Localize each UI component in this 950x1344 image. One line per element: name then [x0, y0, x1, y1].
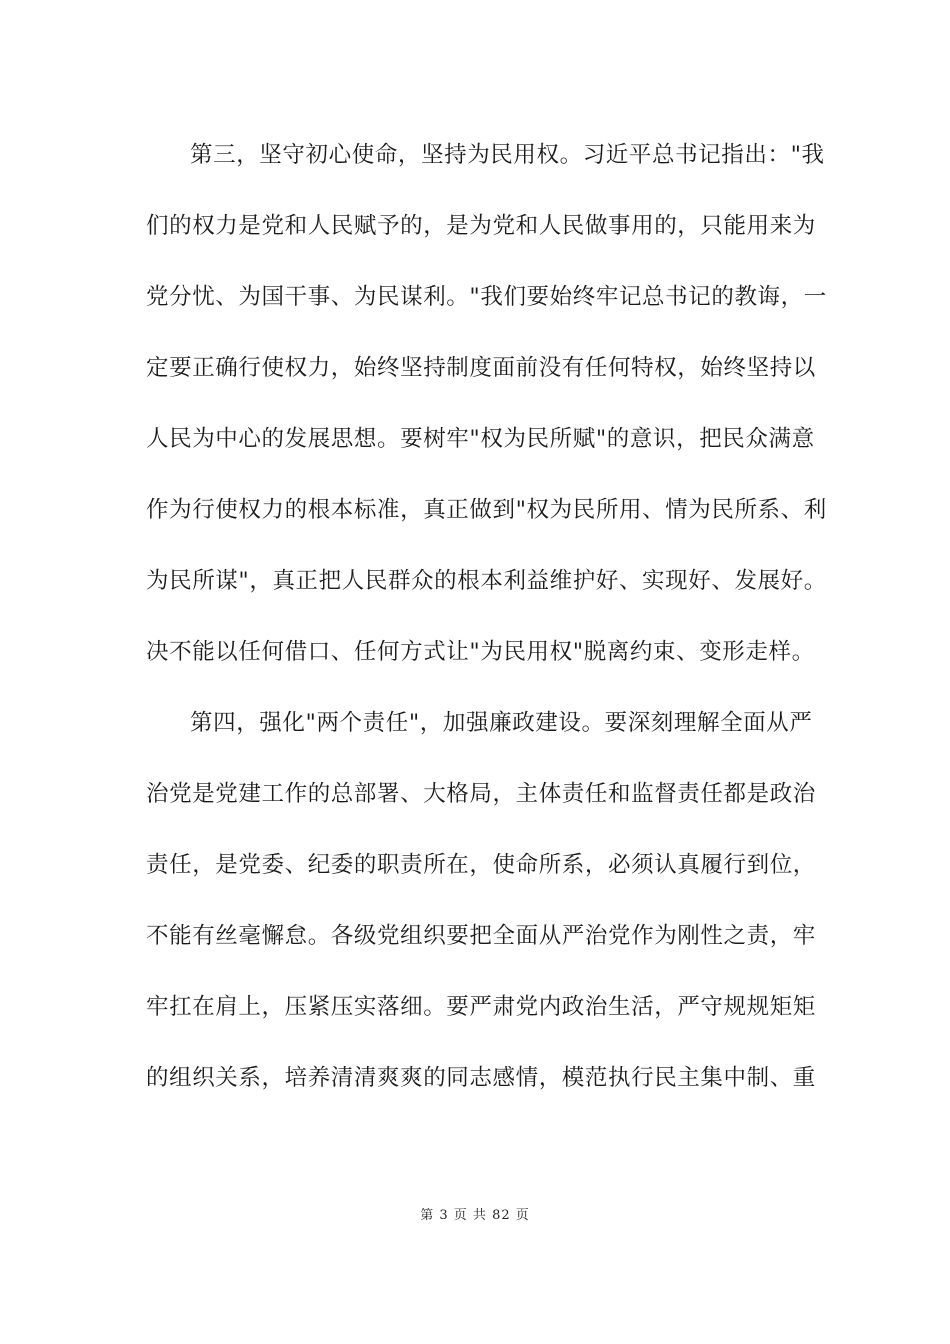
- paragraph-2-line-1: 第四，强化"两个责任"，加强廉政建设。要深刻理解全面从严: [190, 710, 813, 736]
- paragraph-1-line-8: 决不能以任何借口、任何方式让"为民用权"脱离约束、变形走样。: [146, 639, 815, 665]
- paragraph-1-line-1: 第三，坚守初心使命，坚持为民用权。习近平总书记指出："我: [190, 142, 825, 168]
- paragraph-2-line-6: 的组织关系，培养清清爽爽的同志感情，模范执行民主集中制、重: [146, 1065, 816, 1091]
- footer-page-prefix: 第: [420, 1208, 435, 1223]
- paragraph-1-line-6: 作为行使权力的根本标准，真正做到"权为民所用、情为民所系、利: [146, 497, 827, 523]
- footer-page-suffix: 页: [515, 1208, 530, 1223]
- paragraph-1-line-5: 人民为中心的发展思想。要树牢"权为民所赋"的意识，把民众满意: [146, 426, 815, 452]
- paragraph-1-line-2: 们的权力是党和人民赋予的，是为党和人民做事用的，只能用来为: [146, 213, 816, 239]
- footer-page-number: 3: [439, 1208, 449, 1223]
- footer-total-pages: 82: [492, 1208, 511, 1223]
- paragraph-1-line-4: 定要正确行使权力，始终坚持制度面前没有任何特权，始终坚持以: [146, 355, 816, 381]
- page-footer: [0, 1207, 950, 1225]
- paragraph-1-line-7: 为民所谋"，真正把人民群众的根本利益维护好、实现好、发展好。: [146, 568, 827, 594]
- paragraph-2-line-3: 责任，是党委、纪委的职责所在，使命所系，必须认真履行到位，: [146, 852, 816, 878]
- paragraph-2-line-5: 牢扛在肩上，压紧压实落细。要严肃党内政治生活，严守规规矩矩: [146, 994, 816, 1020]
- paragraph-2-line-4: 不能有丝毫懈怠。各级党组织要把全面从严治党作为刚性之责，牢: [146, 923, 816, 949]
- footer-page-mid: 页 共: [453, 1208, 487, 1223]
- paragraph-2-line-2: 治党是党建工作的总部署、大格局，主体责任和监督责任都是政治: [146, 781, 816, 807]
- paragraph-1-line-3: 党分忧、为国干事、为民谋利。"我们要始终牢记总书记的教诲，一: [146, 284, 827, 310]
